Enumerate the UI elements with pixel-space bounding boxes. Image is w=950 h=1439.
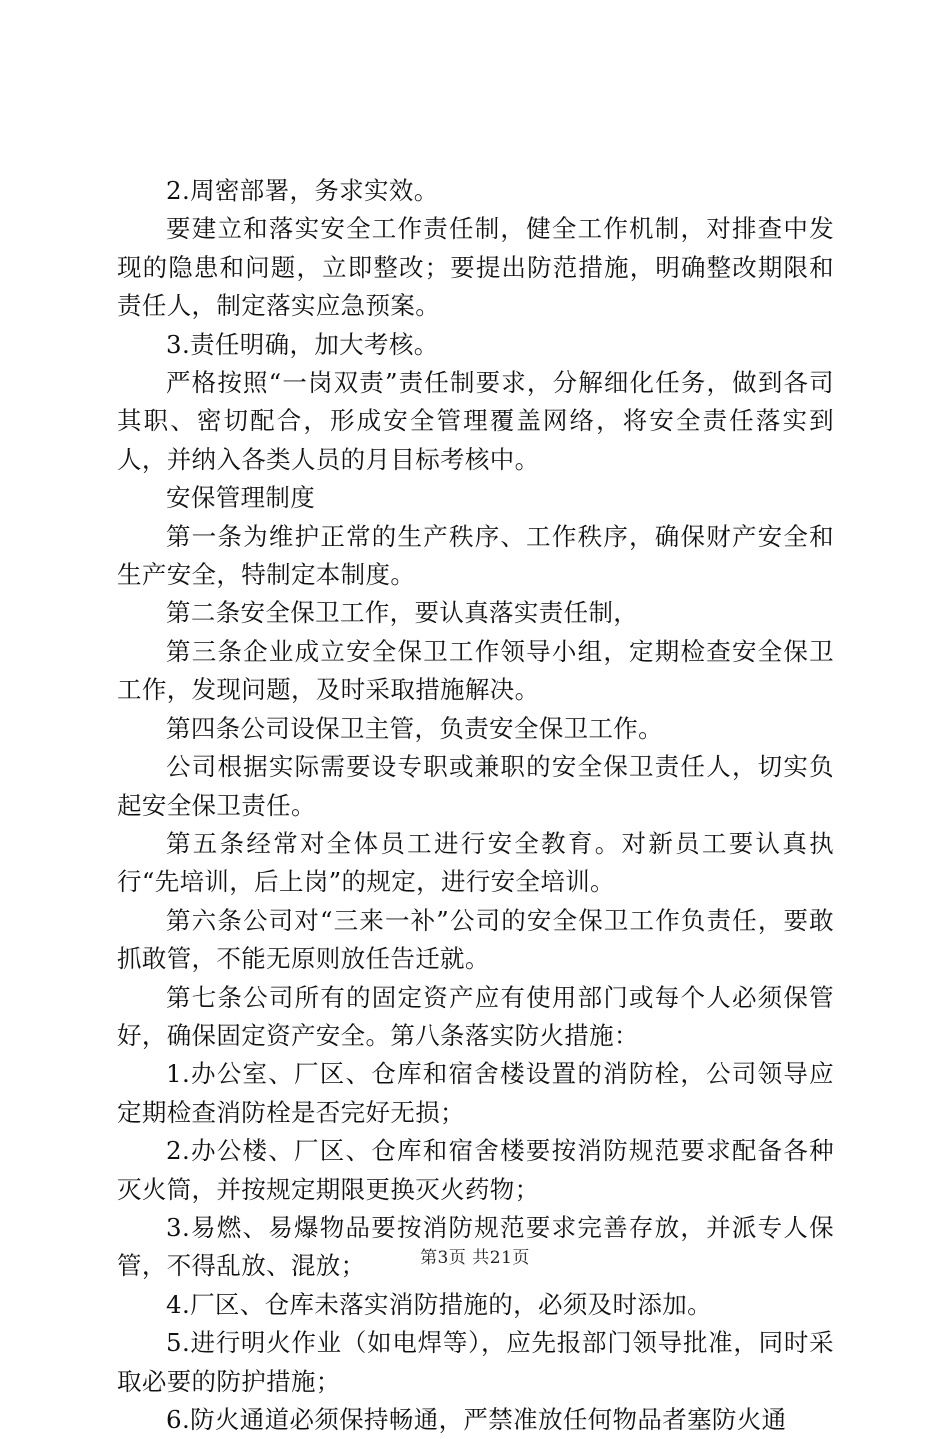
- paragraph: 2.周密部署，务求实效。: [166, 176, 439, 205]
- page-footer: [0, 1243, 950, 1268]
- paragraph: 第七条公司所有的固定资产应有使用部门或每个人必须保管好，确保固定资产安全。第八条落实防火措施：: [117, 982, 834, 1050]
- paragraph: 3.易燃、易爆物品要按消防规范要求完善存放，并派专人保管，不得乱放、混放；: [117, 1212, 834, 1281]
- paragraph: 第二条安全保卫工作，要认真落实责任制，: [166, 598, 639, 628]
- section-heading: 安保管理制度: [166, 483, 316, 513]
- paragraph: 公司根据实际需要设专职或兼职的安全保卫责任人，切实负起安全保卫责任。: [117, 752, 834, 820]
- paragraph: 要建立和落实安全工作责任制，健全工作机制，对排查中发现的隐患和问题，立即整改；要提出防范措施，明确整改期限和责任人，制定落实应急预案。: [117, 214, 834, 321]
- paragraph: 第一条为维护正常的生产秩序、工作秩序，确保财产安全和生产安全，特制定本制度。: [117, 521, 834, 590]
- paragraph: 3.责任明确，加大考核。: [166, 329, 439, 359]
- paragraph: 第四条公司设保卫主管，负责安全保卫工作。: [166, 713, 663, 743]
- paragraph: 2.办公楼、厂区、仓库和宿舍楼要按消防规范要求配备各种灭火筒，并按规定期限更换灭火药物；: [117, 1136, 834, 1204]
- paragraph: 严格按照“一岗双责”责任制要求，分解细化任务，做到各司其职、密切配合，形成安全管理覆盖网络，将安全责任落实到人，并纳入各类人员的月目标考核中。: [117, 368, 834, 474]
- paragraph: 第五条经常对全体员工进行安全教育。对新员工要认真执行“先培训，后上岗”的规定，进行安全培训。: [117, 828, 834, 897]
- paragraph: 5.进行明火作业（如电焊等），应先报部门领导批准，同时采取必要的防护措施；: [117, 1328, 834, 1396]
- page-number-label: 第3页 共21页: [420, 1248, 530, 1268]
- paragraph: 6.防火通道必须保持畅通，严禁准放任何物品者塞防火通: [166, 1405, 787, 1434]
- paragraph: 1.办公室、厂区、仓库和宿舍楼设置的消防栓，公司领导应定期检查消防栓是否完好无损；: [117, 1059, 834, 1127]
- paragraph: 第三条企业成立安全保卫工作领导小组，定期检查安全保卫工作，发现问题，及时采取措施解决。: [117, 636, 834, 705]
- paragraph: 4.厂区、仓库未落实消防措施的，必须及时添加。: [166, 1289, 712, 1319]
- paragraph: 第六条公司对“三来一补”公司的安全保卫工作负责任，要敢抓敢管，不能无原则放任告迁就。: [117, 905, 834, 974]
